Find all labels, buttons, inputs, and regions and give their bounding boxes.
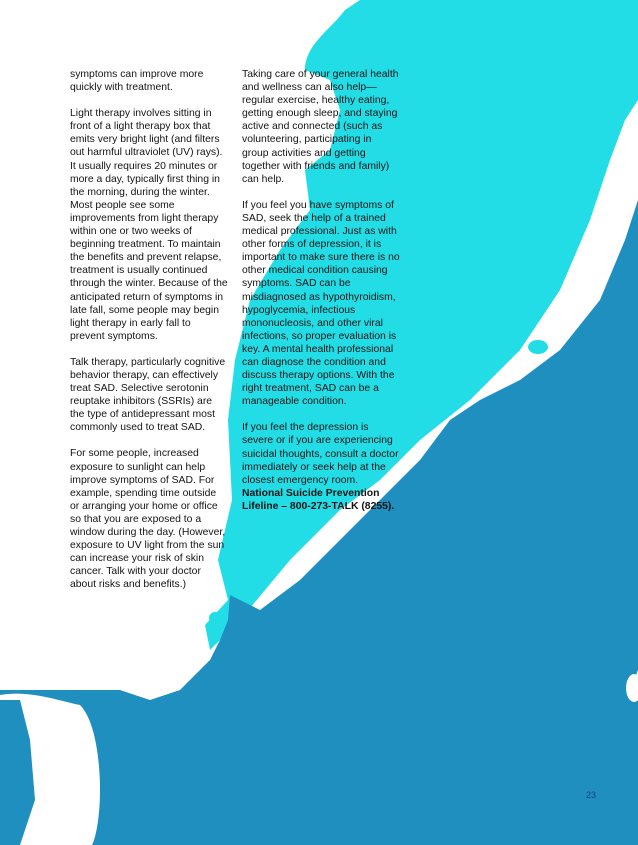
blue-edge-left	[0, 700, 35, 845]
left-text-column	[70, 68, 228, 604]
left-paragraph-3: Talk therapy, particularly cognitive behavior therapy, can effectively treat SAD. Selective serotonin reuptake inhibitors (SSRIs) are the type of antidepressant most commonly used to treat SAD.	[70, 356, 226, 434]
left-paragraph-4: For some people, increased exposure to sunlight can help improve symptoms of SAD. For example, spending time outside or arranging your home or office so that you are exposed to a window during the day. (However, exposure to UV light from the sun can increase your risk of skin cancer. Talk with your doctor about risks and benefits.)	[70, 448, 226, 591]
page-number: 23	[586, 790, 597, 800]
left-paragraph-2: Light therapy involves sitting in front of a light therapy box that emits very bright light (and filters out harmful ultraviolet (UV) rays). It usually requires 20 minutes or more a day, typically first thing in the morning, during the winter. Most people see some improvements from light therapy within one or two weeks of beginning treatment. To maintain the benefits and prevent relapse, treatment is usually continued through the winter. Because of the anticipated return of symptoms in late fall, some people may begin light therapy in early fall to prevent symptoms.	[70, 108, 228, 342]
cyan-drip-tiny	[209, 612, 221, 624]
lifeline-info: National Suicide Prevention Lifeline – 800-273-TALK (8255).	[242, 487, 395, 512]
right-paragraph-3-text: If you feel the depression is severe or if you are experiencing suicidal thoughts, consult a doctor immediately or seek help at the closest emergency room.	[242, 422, 399, 486]
right-paragraph-3	[242, 421, 400, 513]
right-text-column	[242, 68, 400, 526]
right-paragraph-1: Taking care of your general health and wellness can also help—regular exercise, healthy eating, getting enough sleep, and staying active and connected (such as volunteering, participating in group activities and getting together with friends and family) can help.	[242, 69, 399, 185]
left-paragraph-1: symptoms can improve more quickly with treatment.	[70, 69, 204, 94]
cyan-drip-small	[528, 340, 548, 354]
right-paragraph-2: If you feel you have symptoms of SAD, seek the help of a trained medical professional. Just as with other forms of depression, it is important to make sure there is no other medical condition causing symptoms. SAD can be misdiagnosed as hypothyroidism, hypoglycemia, infectious mononucleosis, and other viral infections, so proper evaluation is key. A mental health professional can diagnose the condition and discuss therapy options. With the right treatment, SAD can be a manageable condition.	[242, 199, 400, 408]
